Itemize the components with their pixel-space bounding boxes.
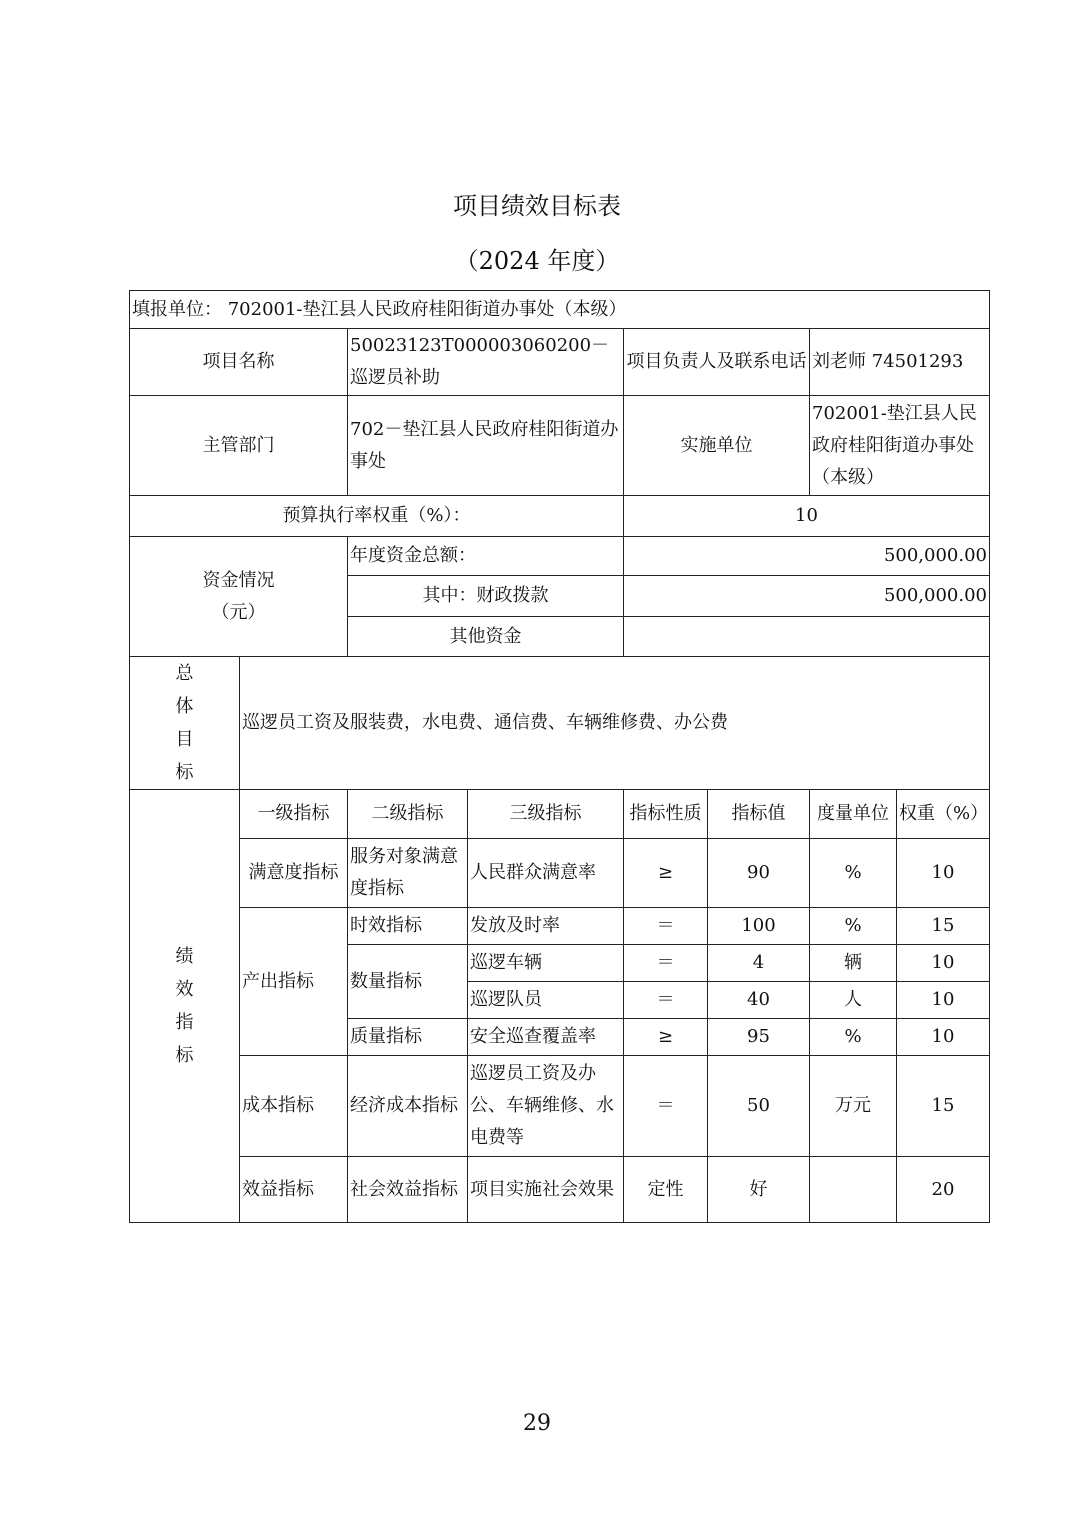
output-level1: 产出指标 bbox=[240, 908, 348, 1056]
quantity-level2: 数量指标 bbox=[348, 945, 468, 1019]
overall-goal-label bbox=[130, 657, 240, 790]
funds-other-value bbox=[624, 617, 990, 657]
benefit-value: 好 bbox=[708, 1157, 810, 1223]
document-title: 项目绩效目标表 bbox=[453, 192, 621, 220]
performance-indicator-char: 指 bbox=[175, 1012, 194, 1033]
members-value: 40 bbox=[708, 982, 810, 1019]
timeliness-nature: ＝ bbox=[624, 908, 708, 945]
vehicles-nature: ＝ bbox=[624, 945, 708, 982]
timeliness-unit: % bbox=[810, 908, 897, 945]
quality-nature: ≥ bbox=[624, 1019, 708, 1056]
cost-level2: 经济成本指标 bbox=[348, 1056, 468, 1157]
benefit-weight: 20 bbox=[897, 1157, 990, 1223]
project-leader-label: 项目负责人及联系电话 bbox=[624, 329, 810, 396]
vehicles-level3: 巡逻车辆 bbox=[468, 945, 624, 982]
header-level3: 三级指标 bbox=[468, 790, 624, 839]
funds-fiscal-value: 500,000.00 bbox=[624, 576, 990, 617]
header-nature: 指标性质 bbox=[624, 790, 708, 839]
cost-level3: 巡逻员工资及办公、车辆维修、水电费等 bbox=[468, 1056, 624, 1157]
performance-indicator-char: 标 bbox=[175, 1045, 194, 1066]
table-row bbox=[130, 1056, 990, 1157]
cost-level1: 成本指标 bbox=[240, 1056, 348, 1157]
document-subtitle: （2024 年度） bbox=[454, 247, 620, 275]
satisfaction-level1: 满意度指标 bbox=[240, 839, 348, 908]
timeliness-level3: 发放及时率 bbox=[468, 908, 624, 945]
vehicles-value: 4 bbox=[708, 945, 810, 982]
satisfaction-weight: 10 bbox=[897, 839, 990, 908]
funds-total-value: 500,000.00 bbox=[624, 537, 990, 576]
implementing-unit-label: 实施单位 bbox=[624, 396, 810, 496]
satisfaction-value: 90 bbox=[708, 839, 810, 908]
overall-goal-char: 体 bbox=[175, 696, 194, 717]
overall-goal-char: 总 bbox=[175, 663, 194, 684]
benefit-unit bbox=[810, 1157, 897, 1223]
quality-level2: 质量指标 bbox=[348, 1019, 468, 1056]
department-value: 702－垫江县人民政府桂阳街道办事处 bbox=[348, 396, 624, 496]
members-nature: ＝ bbox=[624, 982, 708, 1019]
header-level2: 二级指标 bbox=[348, 790, 468, 839]
budget-weight-label: 预算执行率权重（%）： bbox=[130, 496, 624, 537]
timeliness-level2: 时效指标 bbox=[348, 908, 468, 945]
implementing-unit-value: 702001-垫江县人民政府桂阳街道办事处（本级） bbox=[810, 396, 990, 496]
header-level1: 一级指标 bbox=[240, 790, 348, 839]
performance-indicator-label bbox=[130, 790, 240, 1223]
quality-weight: 10 bbox=[897, 1019, 990, 1056]
quality-unit: % bbox=[810, 1019, 897, 1056]
page-number: 29 bbox=[523, 1411, 551, 1436]
benefit-nature: 定性 bbox=[624, 1157, 708, 1223]
funds-label-line2: （元） bbox=[211, 601, 266, 623]
indicator-header-row bbox=[130, 790, 990, 839]
table-row bbox=[130, 1157, 990, 1223]
performance-indicator-char: 效 bbox=[175, 979, 194, 1000]
funds-other-label: 其他资金 bbox=[348, 617, 624, 657]
funds-total-label: 年度资金总额： bbox=[348, 537, 624, 576]
timeliness-value: 100 bbox=[708, 908, 810, 945]
table-row bbox=[130, 839, 990, 908]
benefit-level3: 项目实施社会效果 bbox=[468, 1157, 624, 1223]
satisfaction-level3: 人民群众满意率 bbox=[468, 839, 624, 908]
members-level3: 巡逻队员 bbox=[468, 982, 624, 1019]
cost-weight: 15 bbox=[897, 1056, 990, 1157]
cost-value: 50 bbox=[708, 1056, 810, 1157]
satisfaction-unit: % bbox=[810, 839, 897, 908]
budget-weight-row bbox=[130, 496, 990, 537]
header-unit: 度量单位 bbox=[810, 790, 897, 839]
overall-goal-char: 目 bbox=[175, 729, 194, 750]
members-unit: 人 bbox=[810, 982, 897, 1019]
performance-indicator-char: 绩 bbox=[175, 946, 194, 967]
project-leader-value: 刘老师 74501293 bbox=[810, 329, 990, 396]
header-weight: 权重（%） bbox=[897, 790, 990, 839]
performance-goal-table bbox=[129, 290, 990, 1223]
overall-goal-char: 标 bbox=[175, 762, 194, 783]
project-name-label: 项目名称 bbox=[130, 329, 348, 396]
overall-goal-text: 巡逻员工资及服装费，水电费、通信费、车辆维修费、办公费 bbox=[240, 657, 990, 790]
satisfaction-nature: ≥ bbox=[624, 839, 708, 908]
timeliness-weight: 15 bbox=[897, 908, 990, 945]
vehicles-weight: 10 bbox=[897, 945, 990, 982]
benefit-level1: 效益指标 bbox=[240, 1157, 348, 1223]
project-name-value: 50023123T000003060200－巡逻员补助 bbox=[348, 329, 624, 396]
project-row bbox=[130, 329, 990, 396]
table-row bbox=[130, 908, 990, 945]
cost-unit: 万元 bbox=[810, 1056, 897, 1157]
cost-nature: ＝ bbox=[624, 1056, 708, 1157]
members-weight: 10 bbox=[897, 982, 990, 1019]
quality-value: 95 bbox=[708, 1019, 810, 1056]
filing-unit: 填报单位： 702001-垫江县人民政府桂阳街道办事处（本级） bbox=[130, 291, 990, 329]
overall-goal-row bbox=[130, 657, 990, 790]
filing-unit-row bbox=[130, 291, 990, 329]
benefit-level2: 社会效益指标 bbox=[348, 1157, 468, 1223]
funds-label-line1: 资金情况 bbox=[202, 569, 275, 591]
quality-level3: 安全巡查覆盖率 bbox=[468, 1019, 624, 1056]
department-label: 主管部门 bbox=[130, 396, 348, 496]
funds-label bbox=[130, 537, 348, 657]
satisfaction-level2: 服务对象满意度指标 bbox=[348, 839, 468, 908]
header-value: 指标值 bbox=[708, 790, 810, 839]
budget-weight-value: 10 bbox=[624, 496, 990, 537]
funds-total-row bbox=[130, 537, 990, 576]
vehicles-unit: 辆 bbox=[810, 945, 897, 982]
funds-fiscal-label: 其中：财政拨款 bbox=[348, 576, 624, 617]
department-row bbox=[130, 396, 990, 496]
